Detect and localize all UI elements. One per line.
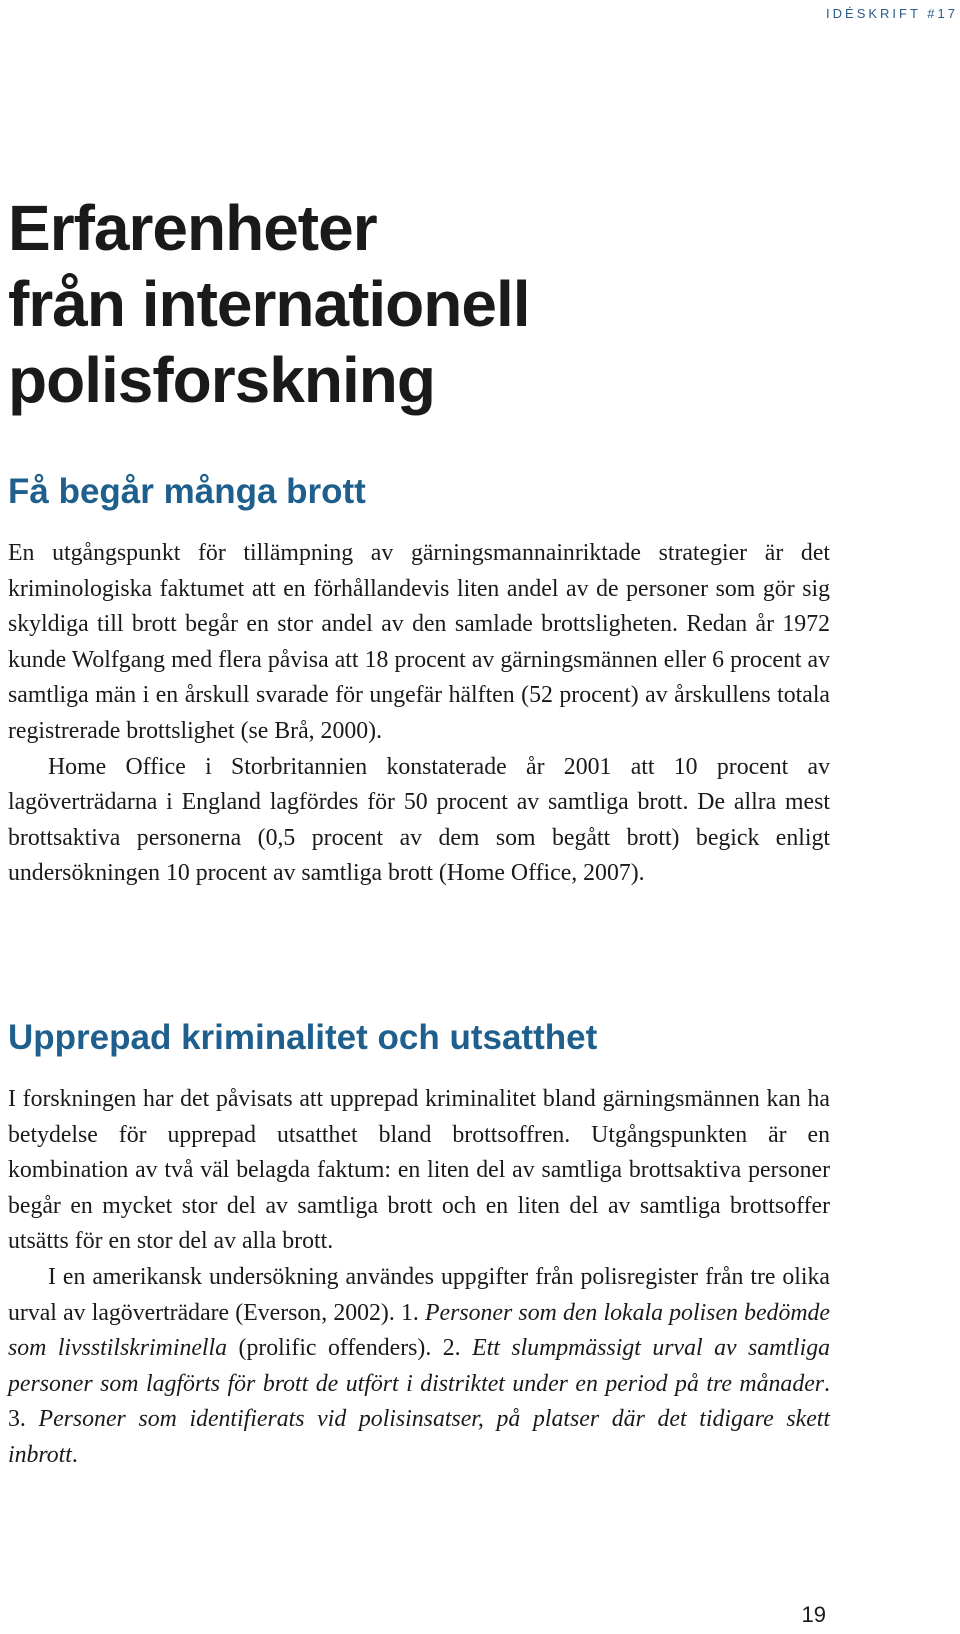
text-run: . xyxy=(71,1441,78,1468)
text-run: I en amerikansk undersökning användes uppgifter från polisregister från tre olika urval av lagöverträdare (Everson, 2002). 1. xyxy=(8,1263,830,1326)
italic-run: Personer som identifierats vid polisinsatser, på platser där det tidigare skett inbrott xyxy=(8,1406,830,1468)
section-2-body xyxy=(8,1082,830,1474)
section-heading-2: Upprepad kriminalitet och utsatthet xyxy=(8,1018,598,1057)
section-1-body xyxy=(8,536,830,892)
paragraph: I forskningen har det påvisats att upprepad kriminalitet bland gärningsmännen kan ha betydelse för upprepad utsatthet bland brottsoffren. Utgångspunkten är en kombination av två väl belagda faktum: en liten del av samtliga brottsaktiva personer begår en mycket stor del av samtliga brott och en liten del av samtliga brottsoffer utsätts för en stor del av alla brott. xyxy=(8,1086,830,1255)
text-run: (prolific offenders). 2. xyxy=(227,1335,473,1362)
text-run: . 3. xyxy=(8,1370,830,1433)
paragraph: En utgångspunkt för tillämpning av gärningsmannainriktade strategier är det kriminologiska faktumet att en förhållandevis liten andel av de personer som gör sig skyldiga till brott begår en stor andel av den samlade brottsligheten. Redan år 1972 kunde Wolfgang med flera påvisa att 18 procent av gärningsmännen eller 6 procent av samtliga män i en årskull svarade för ungefär hälften (52 procent) av årskullens totala registrerade brottslighet (se Brå, 2000). xyxy=(8,540,830,744)
title-line-1: Erfarenheter xyxy=(8,192,377,264)
title-line-3: polisforskning xyxy=(8,344,435,416)
title-line-2: från internationell xyxy=(8,268,530,340)
paragraph: Home Office i Storbritannien konstaterade år 2001 att 10 procent av lagöverträdarna i England lagfördes för 50 procent av samtliga brott. De allra mest brottsaktiva personerna (0,5 procent av dem som begått brott) begick enligt undersökningen 10 procent av samtliga brott (Home Office, 2007). xyxy=(8,753,830,887)
page-number: 19 xyxy=(801,1602,826,1627)
section-heading-1: Få begår många brott xyxy=(8,472,366,511)
running-head: IDÉSKRIFT #17 xyxy=(826,6,958,21)
italic-run: Personer som den lokala polisen bedömde som livsstilskriminella xyxy=(8,1299,830,1362)
page-title xyxy=(8,190,530,418)
italic-run: Ett slumpmässigt urval av samtliga personer som lagförts för brott de utfört i distriktet under en period på tre månader xyxy=(8,1335,830,1397)
paragraph xyxy=(8,1260,830,1474)
